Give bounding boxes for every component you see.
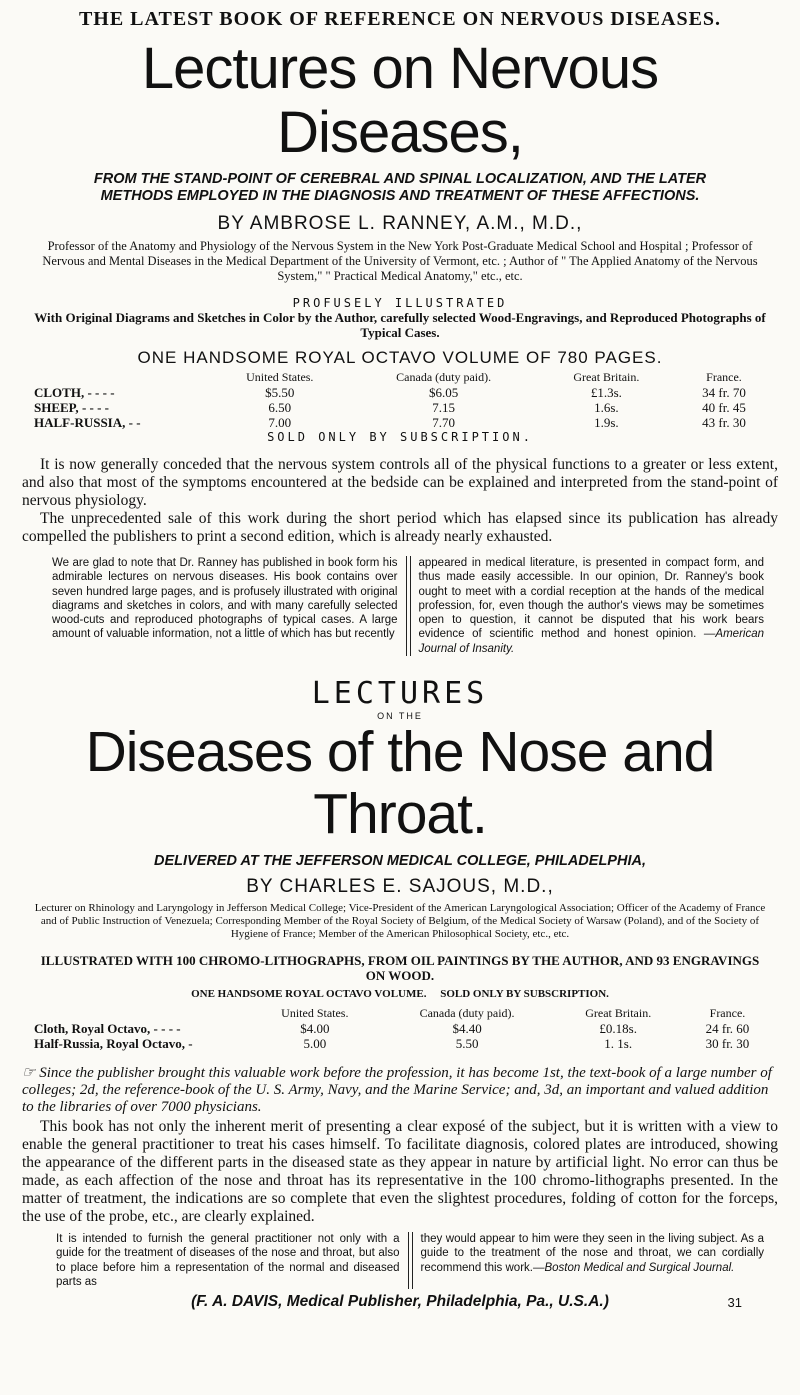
price-header: France. [706,370,742,384]
since-text: Since the publisher brought this valuable work before the profession, it has become 1st, the text-book of a large number of colleges; 2d, the reference-book of the U. S. Army, Navy, and the Marine Service; and, 3d, an important and valued addition to the libraries of over 7000 physicians. [22,1065,772,1116]
binding-label: CLOTH, [34,385,85,400]
book2-review [22,1232,778,1289]
price-header: United States. [246,370,314,384]
binding-label: SHEEP, [34,400,79,415]
book1-subtitle: FROM THE STAND-POINT OF CEREBRAL AND SPINAL LOCALIZATION, AND THE LATER METHODS EMPLOYED IN THE DIAGNOSIS AND TREATMENT OF THESE AFFECTIONS. [93,171,707,204]
price-britain: £0.18s. [599,1021,637,1037]
review-text: appeared in medical literature, is presented in compact form, and thus made easily accessible. In our opinion, Dr. Ranney's book ought to meet with a cordial reception at the hands of the medical profession, for, even though the author's views may be sometimes open to question, it cannot be disputed that his work bears evidence of scientific method and honest opinion. [418,557,764,641]
book2-price-row [28,1021,773,1036]
price-britain: 1. 1s. [604,1036,633,1052]
price-france: 24 fr. 60 [705,1021,750,1037]
price-header: Canada (duty paid). [396,370,492,384]
price-canada: 7.70 [432,415,456,430]
price-us: $4.00 [300,1021,330,1037]
price-canada: $4.40 [452,1021,482,1037]
book2-title: Diseases of the Nose and Throat. [85,720,715,847]
leader-dashes: - - - - [153,1021,181,1037]
leader-dashes: - - - - [87,385,115,400]
price-britain: 1.6s. [594,400,619,415]
book2-volume: ONE HANDSOME ROYAL OCTAVO VOLUME. SOLD ONLY BY SUBSCRIPTION. [191,988,609,1001]
review-column-left: We are glad to note that Dr. Ranney has published in book form his admirable lectures on nervous diseases. His book contains over seven hundred large pages, and is profusely illustrated with original diagrams and sketches in colors, and with many carefully selected wood-cuts and reproduced photographs of typical cases. A large amount of valuable information, not a little of which has but recently [22,556,407,656]
price-us: 5.00 [303,1036,327,1052]
price-header: United States. [281,1006,349,1021]
page-header: THE LATEST BOOK OF REFERENCE ON NERVOUS DISEASES. [78,8,722,30]
book1-illustrations: With Original Diagrams and Sketches in Color by the Author, carefully selected Wood-Engravings, and Reproduced Photographs of Typical Cases. [34,310,766,340]
price-header: Great Britain. [573,370,640,384]
book1-price-row [28,385,773,400]
price-us: 6.50 [268,400,292,415]
book1-review [22,556,778,656]
price-france: 40 fr. 45 [702,400,746,415]
review-column-right [410,556,779,656]
price-britain: £1.3s. [590,385,622,400]
book2-price-table [28,1006,773,1051]
price-header: Great Britain. [585,1006,652,1021]
book1-title: Lectures on Nervous Diseases, [141,36,659,165]
price-britain: 1.9s. [594,415,619,430]
price-canada: 7.15 [432,400,456,415]
book1-paragraph: The unprecedented sale of this work during the short period which has elapsed since its publication has already compelled the publishers to print a second edition, which is already nearly exhausted. [22,510,778,545]
book2-subtitle: DELIVERED AT THE JEFFERSON MEDICAL COLLEGE, PHILADELPHIA, [154,853,646,870]
review-column-left: It is intended to furnish the general practitioner not only with a guide for the treatment of diseases of the nose and throat, but also to place before him a representation of the normal and diseased parts as [22,1232,409,1289]
book2-price-header-row [28,1006,773,1021]
book1-price-row [28,415,773,430]
leader-dashes: - - - - [81,400,110,415]
price-header: France. [709,1006,746,1021]
book2-illustrated: ILLUSTRATED WITH 100 CHROMO-LITHOGRAPHS, FROM OIL PAINTINGS BY THE AUTHOR, AND 93 ENGRAVINGS ON WOOD. [40,953,760,984]
leader-dashes: - - [128,415,141,430]
leader-dashes: - [188,1036,193,1052]
publisher-footer [22,1293,778,1311]
book1-price-header-row [28,370,773,385]
review-column-right [412,1232,779,1289]
book1-profusely-illustrated: PROFUSELY ILLUSTRATED [292,296,508,310]
book2-author: BY CHARLES E. SAJOUS, M.D., [246,876,554,898]
price-header: Canada (duty paid). [419,1006,515,1021]
price-us: 7.00 [268,415,292,430]
book1-price-row [28,400,773,415]
book2-credentials: Lecturer on Rhinology and Laryngology in Jefferson Medical College; Vice-President of the American Laryngological Association; Officer of the Academy of France and of Public Instruction of Venezuela; Corresponding Member of the Royal Society of Belgium, of the Medical Society of Warsaw (Poland), and of the Society of Hygiene of France; Member of the American Philosophical Society, etc., etc. [34,902,766,941]
review-source: —Boston Medical and Surgical Journal. [532,1261,735,1274]
binding-label: Half-Russia, Royal Octavo, [34,1036,185,1052]
book1-price-table [28,370,773,430]
book1-paragraph: It is now generally conceded that the nervous system controls all of the physical functions to a greater or less extent, and also that most of the symptoms encountered at the bedside can be explained and interpreted from the stand-point of nervous physiology. [22,456,778,509]
binding-label: Cloth, Royal Octavo, [34,1021,151,1037]
book2-since-notice [22,1065,778,1116]
price-canada: $6.05 [429,385,459,400]
binding-label: HALF-RUSSIA, [34,415,126,430]
book1-volume: ONE HANDSOME ROYAL OCTAVO VOLUME OF 780 PAGES. [137,348,663,367]
price-france: 30 fr. 30 [705,1036,750,1052]
price-france: 43 fr. 30 [702,415,746,430]
review-text: they would appear to him were they seen in the living subject. As a guide to the treatment of the nose and throat, we can cordially recommend this work. [420,1233,764,1274]
publisher-imprint: (F. A. DAVIS, Medical Publisher, Philadelphia, Pa., U.S.A.) [191,1293,609,1311]
book2-price-row [28,1036,773,1051]
review-source: —American Journal of Insanity. [418,628,764,655]
book1-credentials: Professor of the Anatomy and Physiology of the Nervous System in the New York Post-Graduate Medical School and Hospital ; Professor of Nervous and Mental Diseases in the Medical Department of the University of Vermont, etc. ; Author of " The Applied Anatomy of the Nervous System," " Practical Medical Anatomy," etc., etc. [42,239,758,283]
pointing-hand-icon: ☞ [22,1065,36,1082]
price-us: $5.50 [265,385,295,400]
price-france: 34 fr. 70 [702,385,746,400]
book2-lectures-heading: LECTURES [311,676,489,712]
book1-author: BY AMBROSE L. RANNEY, A.M., M.D., [217,213,583,234]
price-canada: 5.50 [455,1036,479,1052]
book2-paragraph: This book has not only the inherent merit of presenting a clear exposé of the subject, but it is written with a view to enable the general practitioner to treat his cases himself. To facilitate diagnosis, colored plates are introduced, showing the appearance of the different parts in the diseased state as they appear in nature by artificial light. No error can thus be made, as each affection of the nose and throat has its representative in the 100 chromo-lithographs presented. In the matter of treatment, the indications are so complete that even the slightest procedures, folding of cotton for the forceps, the use of the probe, etc., are clearly explained. [22,1118,778,1226]
page-number: 31 [727,1295,742,1311]
book1-sold-by-subscription: SOLD ONLY BY SUBSCRIPTION. [267,430,533,444]
book2-on-the: ON THE [377,711,423,722]
